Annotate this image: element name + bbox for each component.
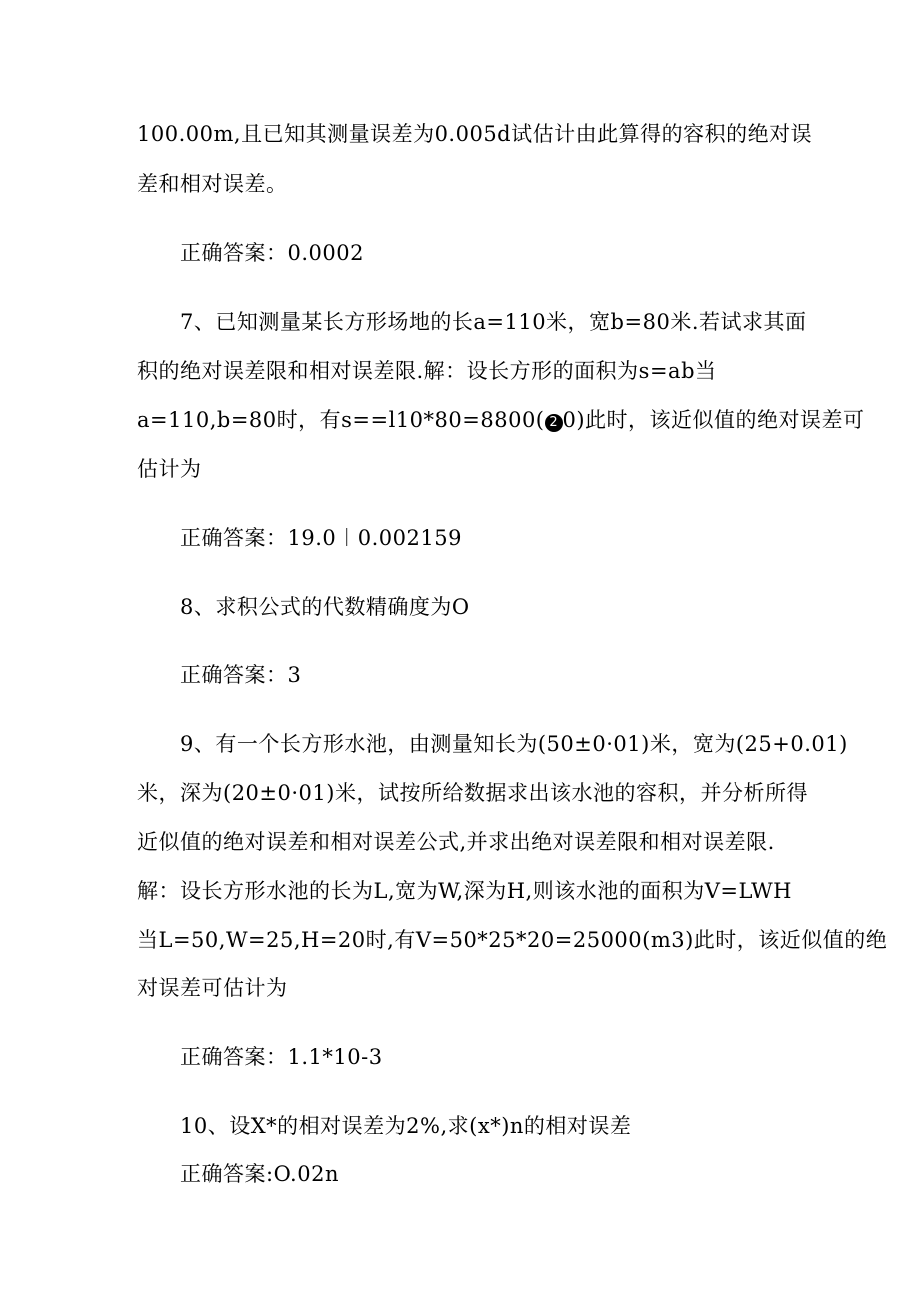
q8-answer: 正确答案：3 [180, 663, 302, 687]
q9-text-line-5: 当L=50,W=25,H=20时,有V=50*25*20=25000(m3)此时，该近似值的绝 [137, 928, 888, 952]
q9-text-line-3: 近似值的绝对误差和相对误差公式,并求出绝对误差限和相对误差限. [137, 830, 775, 854]
q7-text-line-1: 7、已知测量某长方形场地的长a=110米，宽b=80米.若试求其面 [180, 310, 807, 334]
q7-line3-before: a=110,b=80时，有s==l10*80=8800( [137, 408, 545, 432]
q6-text-line-2: 差和相对误差。 [137, 172, 288, 196]
q7-text-line-4: 估计为 [137, 457, 202, 481]
q8-question: 8、求积公式的代数精确度为O [180, 595, 470, 619]
q9-answer: 正确答案：1.1*10-3 [180, 1045, 383, 1069]
q9-text-line-1: 9、有一个长方形水池，由测量知长为(50±0·01)米，宽为(25+0.01) [180, 732, 848, 756]
q6-text-line-1: 100.00m,且已知其测量误差为0.005d试估计由此算得的容积的绝对误 [137, 122, 813, 146]
q7-text-line-2: 积的绝对误差限和相对误差限.解：设长方形的面积为s=ab当 [137, 359, 717, 383]
q9-text-line-2: 米，深为(20±0·01)米，试按所给数据求出该水池的容积，并分析所得 [137, 781, 808, 805]
q6-answer: 正确答案：0.0002 [180, 241, 364, 265]
q9-text-line-4: 解：设长方形水池的长为L,宽为W,深为H,则该水池的面积为V=LWH [137, 879, 792, 903]
q10-answer: 正确答案:O.02n [180, 1162, 339, 1186]
circled-digit-icon: 2 [545, 414, 563, 432]
q7-line3-after: 0)此时，该近似值的绝对误差可 [562, 408, 865, 432]
q7-text-line-3 [137, 406, 865, 434]
q7-answer: 正确答案：19.0︱0.002159 [180, 526, 462, 550]
q9-text-line-6: 对误差可估计为 [137, 976, 288, 1000]
q10-question: 10、设X*的相对误差为2%,求(x*)n的相对误差 [180, 1114, 632, 1138]
